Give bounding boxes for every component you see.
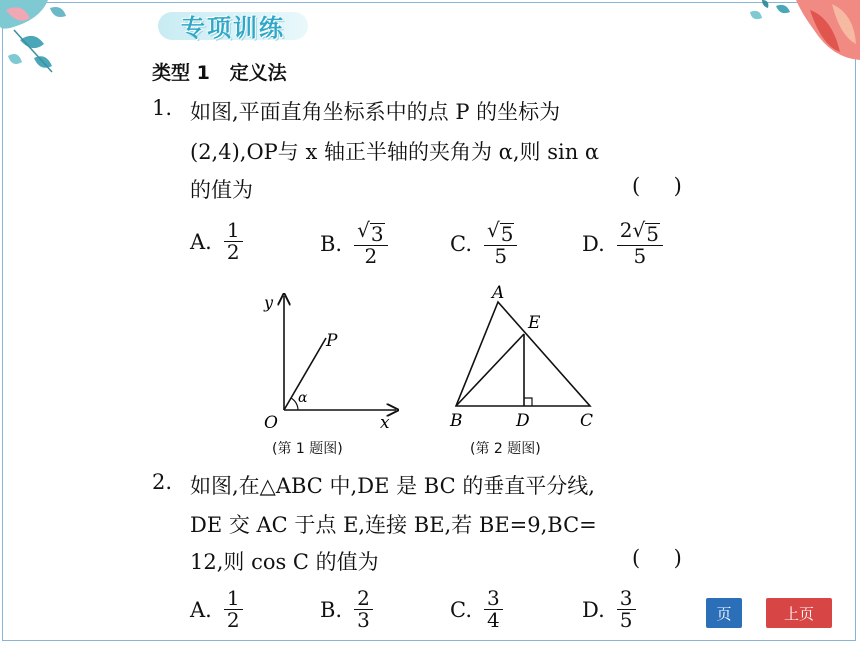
label-o: O bbox=[264, 413, 278, 433]
question-2-option-c bbox=[450, 588, 503, 631]
decorative-leaves-right bbox=[736, 0, 860, 80]
option-letter: A. bbox=[190, 597, 212, 622]
label-c: C bbox=[580, 411, 594, 431]
option-fraction bbox=[354, 588, 373, 631]
figure-2-caption: (第 2 题图) bbox=[470, 441, 541, 457]
figure-1-caption: (第 1 题图) bbox=[272, 441, 343, 457]
option-fraction bbox=[354, 220, 387, 267]
option-letter: D. bbox=[582, 231, 605, 256]
square-root bbox=[357, 220, 384, 245]
question-1-number: 1. bbox=[152, 96, 173, 120]
option-letter: C. bbox=[450, 231, 472, 256]
fraction-numerator: 3 bbox=[484, 588, 503, 610]
option-letter: B. bbox=[320, 597, 343, 622]
label-d: D bbox=[516, 411, 530, 431]
question-1-answer-blank: ( ) bbox=[632, 174, 682, 198]
section-banner bbox=[158, 8, 308, 42]
fraction-numerator bbox=[617, 220, 663, 246]
question-2-line-1: 如图,在△ABC 中,DE 是 BC 的垂直平分线, bbox=[190, 474, 595, 498]
question-2-number: 2. bbox=[152, 470, 173, 494]
banner-title: 专项训练 bbox=[181, 13, 285, 42]
angle-arc bbox=[291, 398, 298, 410]
fraction-numerator bbox=[484, 220, 517, 246]
fraction-numerator: 2 bbox=[354, 588, 373, 610]
question-2-option-b bbox=[320, 588, 373, 631]
label-e: E bbox=[528, 313, 541, 333]
option-fraction bbox=[224, 588, 243, 631]
fraction-denominator: 5 bbox=[494, 244, 508, 268]
radical-sign-icon: √ bbox=[487, 218, 500, 242]
square-root bbox=[633, 220, 660, 245]
radicand: 5 bbox=[500, 222, 514, 246]
option-fraction bbox=[617, 588, 636, 631]
fraction-denominator: 3 bbox=[357, 608, 370, 632]
label-y: y bbox=[264, 293, 274, 312]
label-a: A bbox=[492, 284, 505, 303]
radical-sign-icon: √ bbox=[357, 218, 370, 242]
fraction-denominator: 5 bbox=[619, 608, 633, 632]
figure-1-coordinate-diagram bbox=[254, 286, 404, 436]
option-letter: A. bbox=[190, 229, 212, 254]
question-1-line-3: 的值为 bbox=[190, 178, 253, 202]
question-1-option-c bbox=[450, 220, 517, 267]
right-angle-mark bbox=[524, 398, 532, 406]
question-2-line-2: DE 交 AC 于点 E,连接 BE,若 BE=9,BC= bbox=[190, 513, 597, 537]
option-fraction bbox=[617, 220, 663, 267]
fraction-denominator: 2 bbox=[364, 244, 378, 268]
radicand: 3 bbox=[370, 222, 384, 246]
previous-page-button[interactable]: 上页 bbox=[766, 598, 832, 628]
fraction-numerator: 3 bbox=[617, 588, 636, 610]
label-alpha: α bbox=[298, 390, 308, 406]
option-letter: C. bbox=[450, 597, 472, 622]
question-2-line-3: 12,则 cos C 的值为 bbox=[190, 550, 379, 574]
question-1-option-d bbox=[582, 220, 663, 267]
fraction-numerator bbox=[354, 220, 387, 246]
question-1-line-1: 如图,平面直角坐标系中的点 P 的坐标为 bbox=[190, 100, 561, 124]
triangle-abc bbox=[456, 302, 590, 406]
option-fraction bbox=[484, 588, 503, 631]
segment-be bbox=[456, 334, 524, 406]
fraction-numerator: 1 bbox=[224, 220, 243, 242]
label-b: B bbox=[450, 411, 463, 431]
option-fraction bbox=[484, 220, 517, 267]
fraction-denominator: 2 bbox=[226, 608, 240, 632]
fraction-denominator: 4 bbox=[487, 608, 500, 632]
question-2-option-d bbox=[582, 588, 636, 631]
fraction-denominator: 2 bbox=[226, 240, 240, 264]
option-letter: D. bbox=[582, 597, 605, 622]
fraction-denominator: 5 bbox=[633, 244, 647, 268]
label-x: x bbox=[380, 413, 390, 433]
question-2-answer-blank: ( ) bbox=[632, 546, 682, 570]
question-1-option-a bbox=[190, 220, 243, 263]
next-page-button[interactable]: 页 bbox=[706, 598, 742, 628]
radical-sign-icon: √ bbox=[632, 218, 646, 242]
square-root bbox=[487, 220, 514, 245]
decorative-leaves-left bbox=[0, 0, 80, 90]
coefficient: 2 bbox=[619, 218, 633, 242]
radicand: 5 bbox=[646, 222, 659, 246]
fraction-numerator: 1 bbox=[224, 588, 243, 610]
type-heading: 类型 1 定义法 bbox=[152, 62, 287, 84]
question-1-line-2: (2,4),OP与 x 轴正半轴的夹角为 α,则 sin α bbox=[190, 140, 600, 164]
option-fraction bbox=[224, 220, 243, 263]
figure-2-triangle-diagram bbox=[440, 284, 610, 434]
question-1-option-b bbox=[320, 220, 388, 267]
question-2-option-a bbox=[190, 588, 243, 631]
option-letter: B. bbox=[320, 231, 343, 256]
label-p: P bbox=[326, 331, 338, 351]
